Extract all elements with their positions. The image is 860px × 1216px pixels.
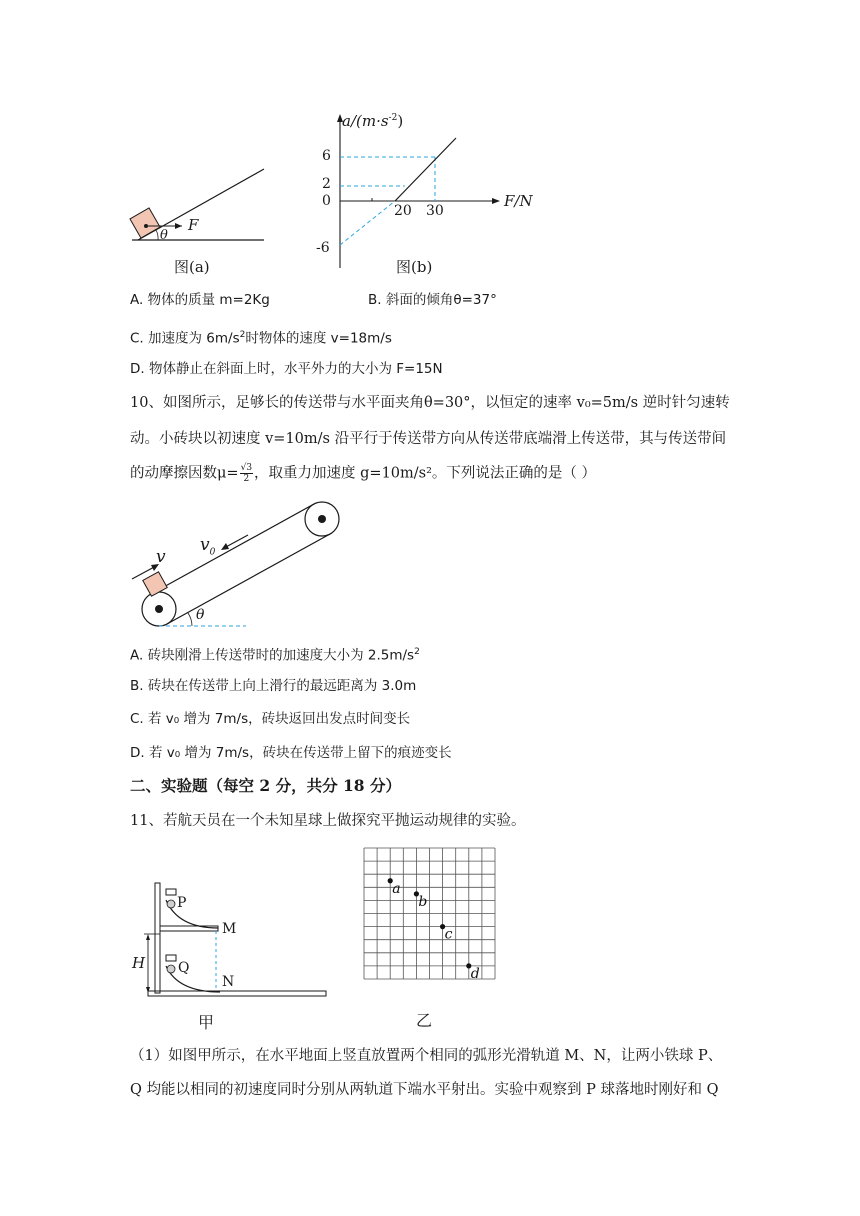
ball-q	[167, 965, 175, 973]
x-axis-label: F/N	[504, 192, 533, 210]
y-tick-2: 2	[322, 176, 331, 192]
q10-line-3: 的动摩擦因数μ= $\frac{√3}{2}$ ，取重力加速度 g=10m/s²。下列说法正确的是（ ）	[130, 463, 597, 484]
figure-b-caption: 图(b)	[396, 258, 433, 276]
ball-p	[167, 900, 175, 908]
q10-option-a: A. 砖块刚滑上传送带时的加速度大小为 $2.5m/s^2$	[130, 647, 420, 664]
v-label: v	[156, 547, 166, 567]
upper-shelf	[160, 926, 218, 931]
figure-jia-caption: 甲	[198, 1013, 215, 1032]
figure-b	[310, 108, 550, 280]
figure-a-caption: 图(a)	[174, 258, 210, 276]
q10-line-2: 动。小砖块以初速度 v=10m/s 沿平行于传送带方向从传送带底端滑上传送带，其与传送带间	[130, 431, 727, 447]
x-tick-20: 20	[394, 203, 412, 219]
x-tick-30: 30	[426, 203, 444, 219]
section-heading: 二、实验题（每空 2 分，共分 18 分）	[130, 776, 401, 795]
grid-diagram	[360, 846, 500, 1006]
figure-jia	[130, 878, 335, 1030]
label-n: N	[222, 974, 235, 990]
y-tick-6: 6	[322, 148, 331, 164]
y-tick-0: 0	[322, 193, 331, 209]
a-f-line	[395, 138, 456, 201]
q11-intro: 11、若航天员在一个未知星球上做探究平抛运动规律的实验。	[130, 813, 526, 829]
grid-point-label-b: b	[418, 893, 428, 910]
belt-bottom	[167, 534, 330, 624]
v0-arrow	[224, 535, 248, 548]
q10-option-c: C. 若 v₀ 增为 7m/s，砖块返回出发点时间变长	[130, 711, 411, 727]
q10-option-b: B. 砖块在传送带上向上滑行的最远距离为 3.0m	[130, 678, 417, 694]
angle-label: θ	[160, 228, 168, 243]
stand-pole	[155, 883, 160, 993]
mu-fraction: $\frac{√3}{2}$	[240, 463, 253, 484]
q9-option-d: D. 物体静止在斜面上时，水平外力的大小为 F=15N	[130, 361, 443, 377]
theta-label: θ	[196, 607, 205, 623]
q11-p1-line-2: Q 均能以相同的初速度同时分别从两轨道下端水平射出。实验中观察到 P 球落地时刚好和 Q	[130, 1082, 719, 1098]
figure-yi	[360, 846, 500, 1032]
grid-point-label-a: a	[392, 880, 401, 897]
q10-option-d: D. 若 v₀ 增为 7m/s，砖块在传送带上留下的痕迹变长	[130, 745, 452, 761]
q9-option-c: C. 加速度为 $6m/s^2$时物体的速度 v=18m/s	[130, 330, 392, 347]
q9-option-a: A. 物体的质量 m=2Kg	[130, 292, 270, 308]
floor-plate	[148, 991, 326, 996]
belt-top	[151, 504, 314, 594]
grid-point-label-c: c	[444, 926, 453, 943]
force-label: F	[188, 216, 199, 234]
q9-option-b: B. 斜面的倾角θ=37°	[368, 292, 497, 308]
y-tick-neg6: -6	[316, 240, 330, 256]
q10-line-1: 10、如图所示，足够长的传送带与水平面夹角θ=30°，以恒定的速率 v₀=5m/s 逆时针匀速转	[130, 395, 730, 411]
block	[130, 208, 160, 238]
y-axis-label: $a/(m\cdot s^{-2})$	[342, 112, 404, 130]
figure-a	[124, 160, 274, 280]
grid-point-label-d: d	[470, 965, 480, 982]
conveyor-belt-figure	[126, 495, 356, 633]
label-m: M	[222, 921, 237, 937]
label-q: Q	[178, 960, 190, 976]
label-h: H	[132, 954, 146, 972]
label-p: P	[177, 895, 187, 911]
q11-p1-line-1: （1）如图甲所示，在水平地面上竖直放置两个相同的弧形光滑轨道 M、N，让两小铁球 P、	[130, 1048, 723, 1064]
parallel-tracks-diagram	[130, 878, 335, 1030]
v0-label: $v_0$	[200, 535, 216, 558]
figure-yi-caption: 乙	[416, 1011, 433, 1030]
